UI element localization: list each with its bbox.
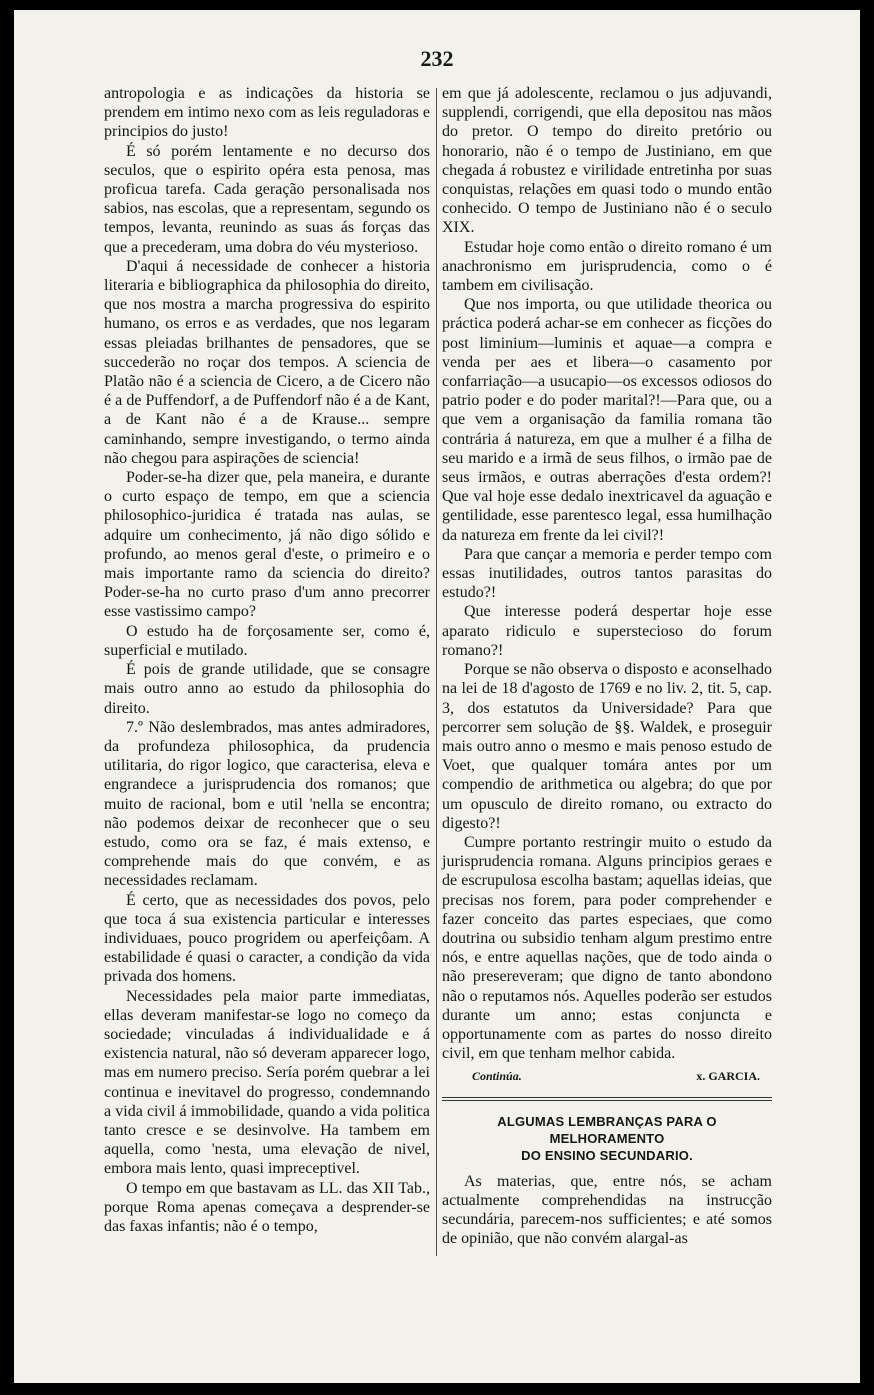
paragraph: As materias, que, entre nós, se acham actualmente comprehendidas na instrucção secundária, parecem-nos sufficientes; e até somos de opinião, que não convém alargal-as — [442, 1172, 772, 1248]
article-title-line: ALGUMAS LEMBRANÇAS PARA O MELHORAMENTO — [497, 1113, 717, 1146]
paragraph: O estudo ha de forçosamente ser, como é, superficial e mutilado. — [104, 622, 430, 659]
right-column — [442, 84, 772, 1248]
article-title-line: DO ENSINO SECUNDARIO. — [521, 1147, 693, 1163]
paragraph: Estudar hoje como então o direito romano é um anachronismo em jurisprudencia, como o é tambem em civilisação. — [442, 238, 772, 295]
paragraph: Necessidades pela maior parte immediatas, ellas deveram manifestar-se logo no começo da sociedade; vinculadas á individualidade e á existencia natural, não só deveram apparecer logo, mas em numero preciso. Sería porém quebrar a lei continua e inevitavel do progresso, condemnando a vida civil á immobilidade, quando a vida politica tanto cresce e se desinvolve. Ha tambem em aquella, como 'nesta, uma elevação de nivel, embora mais lento, quasi impreceptivel. — [104, 987, 430, 1178]
page-number: 232 — [420, 46, 454, 71]
paragraph: É certo, que as necessidades dos povos, pelo que toca á sua existencia particular e interesses individuaes, pouco progridem ou aperfeiçôam. A estabilidade é quasi o caracter, a condição da vida privada dos homens. — [104, 891, 430, 986]
paragraph: antropologia e as indicações da historia se prendem em intimo nexo com as leis reguladoras e principios do justo! — [104, 85, 430, 141]
paragraph: 7.º Não deslembrados, mas antes admiradores, da profundeza philosophica, da prudencia utilitaria, do rigor logico, que caracterisa, eleva e engrandece a jurisprudencia dos romanos; que muito de racional, bom e util 'nella se encontra; não podemos deixar de reconhecer que o seu estudo, como ora se faz, é mais extenso, e comprehende mais do que convém, e as necessidades reclamam. — [104, 718, 430, 890]
left-column — [104, 84, 430, 1236]
column-divider — [436, 88, 437, 1256]
continue-label: Continúa. — [472, 1069, 522, 1084]
section-rule — [442, 1097, 772, 1101]
paragraph: Que interesse poderá despertar hoje esse aparato ridiculo e superstecioso do forum romano?! — [442, 603, 772, 659]
paragraph: Cumpre portanto restringir muito o estudo da jurisprudencia romana. Alguns principios geraes e de escrupulosa escolha bastam; aquellas ideias, que precisas nos forem, para poder comprehender e fazer conceito das partes especiaes, que como doutrina ou subsidio tenham algum prestimo entre nós, e entre aquellas nações, que de todo ainda o não presereveram; que digno de tanto abondono não o reputamos nós. Aquelles poderão ser estudos durante um anno; estas conjuncta e opportunamente com as partes do nosso direito civil, em que tenham melhor cabida. — [442, 833, 772, 1063]
paragraph: Que nos importa, ou que utilidade theorica ou práctica poderá achar-se em conhecer as ficções do post liminium—luminis et aquae—a compra e venda per aes et libera—o casamento por confarriação—a usucapio—os excessos odiosos do patrio poder e do poder marital?!—Para que, ou a que vem a organisação da familia romana tão contrária á natureza, em que a mulher é a filha de seu marido e a irmã de seus filhos, o irmão pae de seus irmãos, e outras aberrações d'esta ordem?! Que val hoje esse dedalo inextricavel da aguação e gentilidade, esse parentesco legal, essa humilhação da natureza em frente da lei civil?! — [442, 296, 772, 544]
paragraph: D'aqui á necessidade de conhecer a historia literaria e bibliographica da philosophia do direito, que nos mostra a marcha progressiva do espirito humano, os erros e as verdades, que nos legaram essas pleiadas brilhantes de pensadores, que se succederão no roçar dos tempos. A sciencia de Platão não é a sciencia de Cicero, a de Cicero não é a de Puffendorf, a de Puffendorf não é a de Kant, a de Kant não é a de Krause... sempre caminhando, sempre investigando, o termo ainda não chegou para aspirações de sciencia! — [104, 257, 430, 467]
newspaper-page — [14, 10, 860, 1383]
author-name: x. GARCIA. — [696, 1069, 760, 1084]
paragraph: Para que cançar a memoria e perder tempo com essas inutilidades, outros tantos parasitas do estudo?! — [442, 545, 772, 602]
article-title — [442, 1113, 772, 1164]
paragraph: É pois de grande utilidade, que se consagre mais outro anno ao estudo da philosophia do direito. — [104, 661, 430, 717]
paragraph: É só porém lentamente e no decurso dos seculos, que o espirito opéra esta penosa, mas proficua tarefa. Cada geração personalisada nos sabios, nas escolas, que a representam, segundo os tempos, levanta, reunindo as suas ás forças das que a precederam, uma dobra do véu mysterioso. — [104, 142, 430, 256]
paragraph: O tempo em que bastavam as LL. das XII Tab., porque Roma apenas começava a desprender-se das faxas infantis; não é o tempo, — [104, 1179, 430, 1235]
paragraph: em que já adolescente, reclamou o jus adjuvandi, supplendi, corrigendi, que ella depositou nas mãos do pretor. O tempo do direito pretório ou honorario, não é o tempo de Justiniano, em que chegada á robustez e virilidade entretinha por suas conquistas, relações em quasi todo o mundo então conhecido. O tempo de Justiniano não é o seculo XIX. — [442, 85, 772, 237]
paragraph: Poder-se-ha dizer que, pela maneira, e durante o curto espaço de tempo, em que a sciencia philosophico-juridica é tratada nas aulas, se adquire um conhecimento, já não digo sólido e profundo, ao menos geral d'este, o primeiro e o mais importante ramo da sciencia do direito? Poder-se-ha no curto praso d'um anno precorrer esse vastissimo campo? — [104, 469, 430, 621]
paragraph: Porque se não observa o disposto e aconselhado na lei de 18 d'agosto de 1769 e no liv. 2, tit. 5, cap. 3, dos estatutos da Universidade? Para que percorrer sem solução de §§. Waldek, e proseguir mais outro anno o mesmo e mais penoso estudo de Voet, que qualquer tomára antes por um compendio de arithmetica ou algebra; do que por um opusculo de direito romano, ou extracto do digesto?! — [442, 661, 772, 832]
article-signoff — [442, 1067, 772, 1086]
